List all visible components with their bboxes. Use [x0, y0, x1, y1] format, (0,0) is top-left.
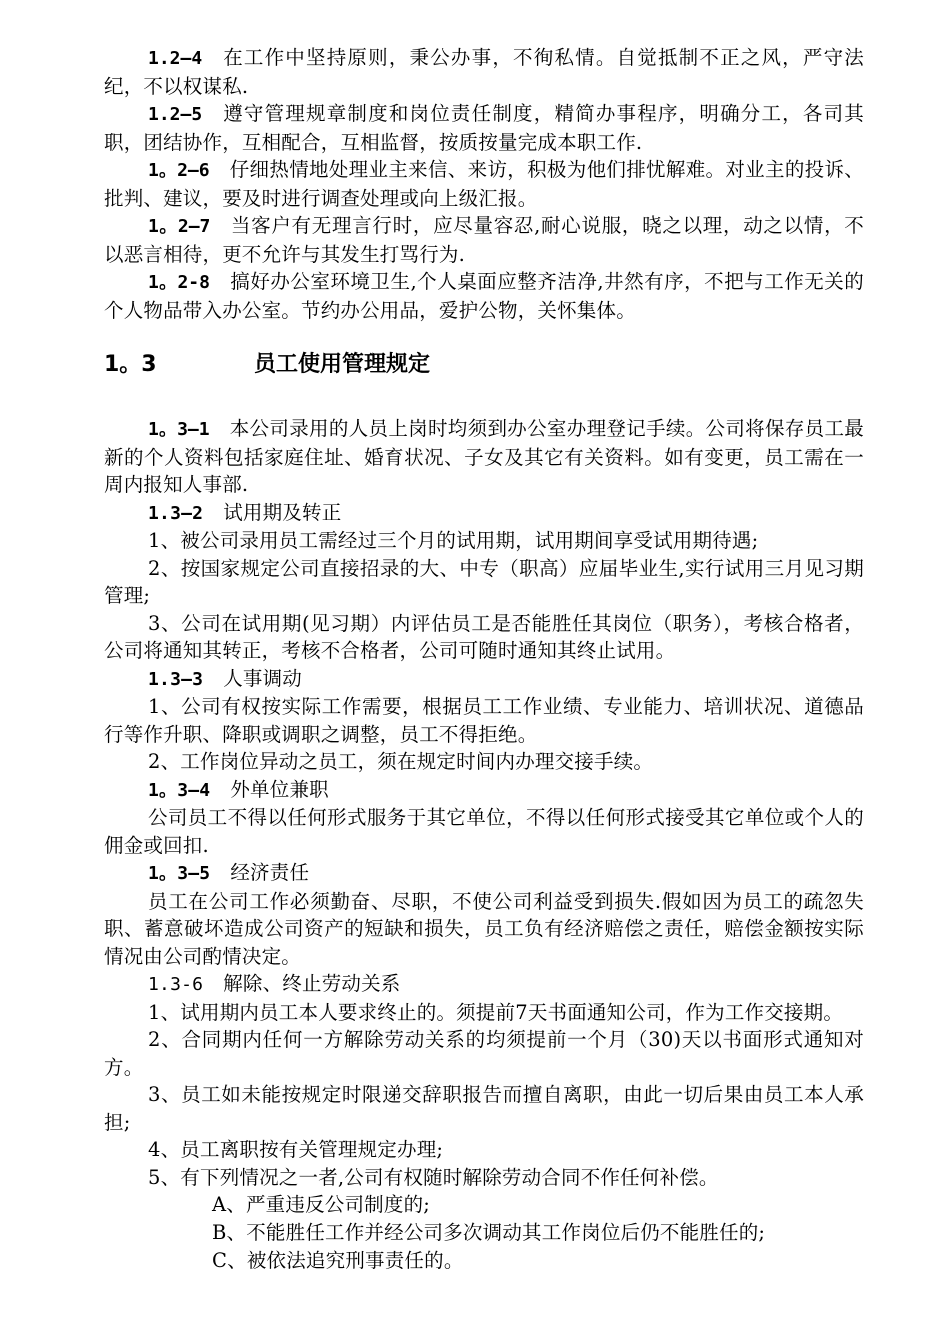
option-item: A、严重违反公司制度的;	[212, 1193, 431, 1216]
list-item: 5、有下列情况之一者,公司有权随时解除劳动合同不作任何补偿。	[148, 1165, 719, 1189]
clause-number: 1.3—2	[148, 502, 204, 524]
clause-text: 本公司录用的人员上岗时均须到办公室办理登记手续。公司将保存员工最新的个人资料包括家庭住址、婚育状况、子女及其它有关资料。如有变更，员工需在一周内报知人事部.	[104, 417, 864, 496]
clause-heading: 人事调动	[223, 666, 302, 690]
section-heading	[104, 350, 864, 380]
clause-number: 1。3—5	[148, 863, 211, 884]
clause-heading: 经济责任	[230, 861, 310, 884]
clause-text: 遵守管理规章制度和岗位责任制度，精简办事程序，明确分工，各司其职，团结协作，互相配合，互相监督，按质按量完成本职工作.	[104, 102, 864, 154]
clause-text: 搞好办公室环境卫生,个人桌面应整齐洁净,井然有序，不把与工作无关的个人物品带入办公室。节约办公用品，爱护公物，关怀集体。	[104, 270, 864, 322]
clause-1-3-6-heading	[104, 970, 864, 999]
clause-number: 1。3—4	[148, 779, 211, 801]
clause-number: 1。2—7	[148, 216, 211, 237]
clause-1-3-2-heading	[104, 499, 864, 528]
clause-1-2-4	[104, 44, 864, 100]
clause-number: 1。2-8	[148, 272, 210, 293]
clause-text: 在工作中坚持原则，秉公办事，不徇私情。自觉抵制不正之风，严守法纪，不以权谋私.	[104, 46, 864, 98]
list-item: 3、公司在试用期(见习期）内评估员工是否能胜任其岗位（职务），考核合格者，公司将通知其转正，考核不合格者，公司可随时通知其终止试用。	[104, 611, 864, 662]
document-page	[104, 44, 864, 1275]
clause-heading: 解除、终止劳动关系	[223, 972, 401, 995]
clause-1-3-1	[104, 415, 864, 499]
clause-number: 1.2—5	[148, 104, 203, 125]
list-item: 3、员工如未能按规定时限递交辞职报告而擅自离职，由此一切后果由员工本人承担;	[104, 1083, 864, 1134]
option-item: C、被依法追究刑事责任的。	[212, 1249, 464, 1272]
list-item: 1、被公司录用员工需经过三个月的试用期，试用期间享受试用期待遇;	[148, 529, 759, 552]
clause-1-2-8	[104, 268, 864, 324]
clause-number: 1.3-6	[148, 974, 204, 995]
clause-body: 员工在公司工作必须勤奋、尽职，不使公司利益受到损失.假如因为员工的疏忽失职、蓄意破坏造成公司资产的短缺和损失，员工负有经济赔偿之责任，赔偿金额按实际情况由公司酌情决定。	[104, 889, 864, 968]
clause-1-2-7	[104, 212, 864, 268]
clause-1-3-4-heading	[104, 776, 864, 805]
section-number: 1。3	[104, 352, 157, 377]
list-item: 2、按国家规定公司直接招录的大、中专（职高）应届毕业生,实行试用三月见习期管理;	[104, 556, 864, 607]
list-item: 2、工作岗位异动之员工，须在规定时间内办理交接手续。	[148, 750, 654, 773]
clause-1-2-5	[104, 100, 864, 156]
clause-heading: 外单位兼职	[230, 777, 329, 801]
clause-number: 1.3—3	[148, 668, 204, 690]
clause-1-3-5-heading	[104, 859, 864, 888]
list-item: 1、试用期内员工本人要求终止的。须提前7天书面通知公司，作为工作交接期。	[148, 1000, 844, 1024]
list-item: 4、员工离职按有关管理规定办理;	[148, 1138, 444, 1161]
option-item: B、不能胜任工作并经公司多次调动其工作岗位后仍不能胜任的;	[212, 1221, 766, 1244]
clause-1-2-6	[104, 156, 864, 212]
clause-text: 当客户有无理言行时，应尽量容忍,耐心说服，晓之以理，动之以情，不以恶言相待，更不允许与其发生打骂行为.	[104, 214, 864, 266]
clause-number: 1。3—1	[148, 419, 210, 440]
section-title: 员工使用管理规定	[254, 352, 431, 377]
list-item: 1、公司有权按实际工作需要，根据员工工作业绩、专业能力、培训状况、道德品行等作升职、降职或调职之调整，员工不得拒绝。	[104, 695, 864, 746]
list-item: 2、合同期内任何一方解除劳动关系的均须提前一个月（30)天以书面形式通知对方。	[104, 1028, 864, 1079]
clause-text: 仔细热情地处理业主来信、来访，积极为他们排忧解难。对业主的投诉、批判、建议，要及时进行调查处理或向上级汇报。	[104, 158, 864, 210]
clause-body: 公司员工不得以任何形式服务于其它单位，不得以任何形式接受其它单位或个人的佣金或回扣.	[104, 806, 864, 857]
clause-1-3-3-heading	[104, 665, 864, 694]
clause-heading: 试用期及转正	[223, 500, 342, 524]
clause-number: 1。2—6	[148, 160, 210, 181]
clause-number: 1.2—4	[148, 48, 203, 69]
